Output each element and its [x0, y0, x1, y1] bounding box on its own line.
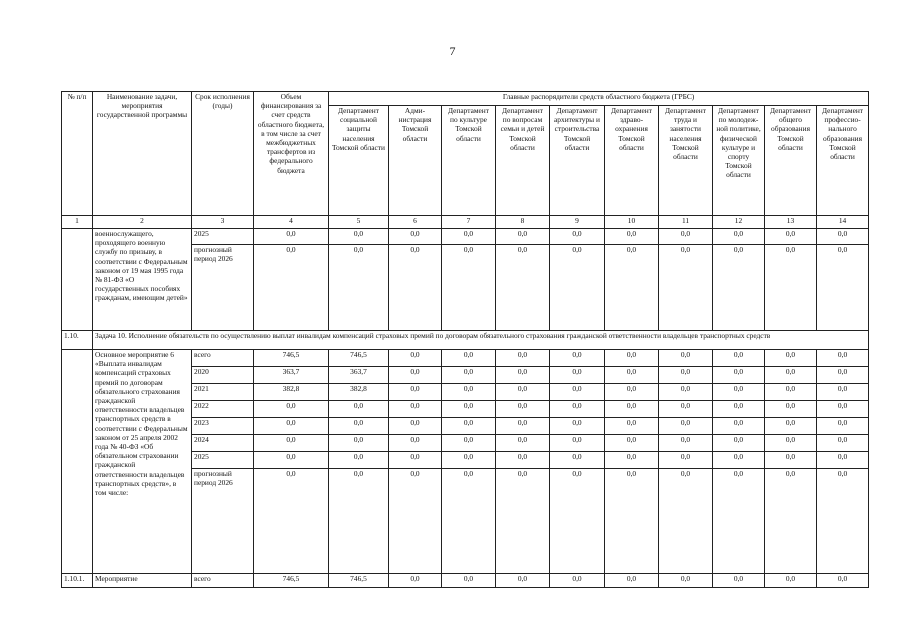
value-cell: 0,0 [496, 384, 550, 401]
value-cell: 0,0 [389, 469, 442, 574]
value-cell: 0,0 [817, 367, 869, 384]
header-col-no: № п/п [62, 92, 93, 216]
value-cell: 0,0 [254, 418, 329, 435]
term-cell: 2020 [192, 367, 254, 384]
column-number-3: 3 [192, 216, 254, 229]
value-cell: 0,0 [496, 469, 550, 574]
header-grbs-4: Департамент по вопросам семьи и детей Томской области [496, 106, 550, 216]
value-cell: 0,0 [550, 401, 605, 418]
value-cell: 0,0 [442, 574, 496, 588]
column-number-5: 5 [329, 216, 389, 229]
value-cell: 746,5 [254, 350, 329, 367]
value-cell: 0,0 [605, 350, 659, 367]
header-grbs-9: Департамент общего образования Томской области [765, 106, 817, 216]
value-cell: 0,0 [550, 452, 605, 469]
column-number-4: 4 [254, 216, 329, 229]
column-number-13: 13 [765, 216, 817, 229]
value-cell: 0,0 [659, 229, 713, 245]
value-cell: 0,0 [659, 452, 713, 469]
value-cell: 0,0 [765, 384, 817, 401]
value-cell: 0,0 [389, 350, 442, 367]
value-cell: 0,0 [442, 350, 496, 367]
value-cell: 0,0 [713, 418, 765, 435]
value-cell: 0,0 [765, 245, 817, 331]
term-cell: всего [192, 574, 254, 588]
value-cell: 0,0 [765, 452, 817, 469]
value-cell: 0,0 [605, 469, 659, 574]
value-cell: 0,0 [496, 574, 550, 588]
value-cell: 0,0 [254, 245, 329, 331]
value-cell: 0,0 [389, 401, 442, 418]
activity-name: военнослужащего, проходящего военную службу по призыву, в соответствии с Федеральным законом от 19 мая 1995 года № 81-ФЗ «О государственных пособиях гражданам, имеющим детей» [93, 229, 192, 331]
table-row [62, 574, 869, 588]
value-cell: 0,0 [765, 350, 817, 367]
value-cell: 0,0 [713, 245, 765, 331]
row-number [62, 229, 93, 331]
value-cell: 0,0 [496, 350, 550, 367]
term-cell: всего [192, 350, 254, 367]
column-number-12: 12 [713, 216, 765, 229]
value-cell: 0,0 [442, 384, 496, 401]
column-number-14: 14 [817, 216, 869, 229]
value-cell: 0,0 [389, 384, 442, 401]
value-cell: 0,0 [254, 452, 329, 469]
value-cell: 0,0 [389, 229, 442, 245]
value-cell: 0,0 [329, 401, 389, 418]
value-cell: 0,0 [713, 469, 765, 574]
term-cell: 2022 [192, 401, 254, 418]
value-cell: 0,0 [659, 574, 713, 588]
term-cell: 2023 [192, 418, 254, 435]
column-number-8: 8 [496, 216, 550, 229]
header-grbs-10: Департамент профессионального образования Томской области [817, 106, 869, 216]
value-cell: 0,0 [389, 418, 442, 435]
value-cell: 0,0 [496, 435, 550, 452]
column-number-1: 1 [62, 216, 93, 229]
value-cell: 0,0 [496, 452, 550, 469]
page-number: 7 [449, 44, 456, 58]
value-cell: 0,0 [550, 435, 605, 452]
value-cell: 0,0 [713, 401, 765, 418]
value-cell: 0,0 [442, 469, 496, 574]
value-cell: 0,0 [496, 367, 550, 384]
table-row [62, 350, 869, 367]
value-cell: 0,0 [329, 452, 389, 469]
value-cell: 746,5 [329, 350, 389, 367]
term-cell: прогнозный период 2026 [192, 469, 254, 574]
value-cell: 0,0 [817, 384, 869, 401]
value-cell: 0,0 [817, 418, 869, 435]
value-cell: 363,7 [329, 367, 389, 384]
value-cell: 0,0 [659, 435, 713, 452]
value-cell: 0,0 [605, 401, 659, 418]
value-cell: 0,0 [550, 384, 605, 401]
value-cell: 746,5 [254, 574, 329, 588]
header-grbs-7: Департамент труда и занятости населения Томской области [659, 106, 713, 216]
value-cell: 0,0 [254, 229, 329, 245]
value-cell: 0,0 [550, 574, 605, 588]
activity-name: Мероприятие [93, 574, 192, 588]
value-cell: 0,0 [389, 435, 442, 452]
value-cell: 0,0 [713, 435, 765, 452]
value-cell: 0,0 [817, 469, 869, 574]
value-cell: 0,0 [659, 469, 713, 574]
header-col-term: Срок исполнения (годы) [192, 92, 254, 216]
value-cell: 0,0 [659, 384, 713, 401]
value-cell: 0,0 [329, 469, 389, 574]
value-cell: 0,0 [765, 435, 817, 452]
header-grbs-6: Департамент здравоохранения Томской области [605, 106, 659, 216]
value-cell: 0,0 [659, 350, 713, 367]
value-cell: 0,0 [389, 245, 442, 331]
column-numbers-row [62, 216, 869, 229]
value-cell: 0,0 [817, 350, 869, 367]
task-text: Задача 10. Исполнение обязательств по осуществлению выплат инвалидам компенсаций страховых премий по договорам обязательного страхования гражданской ответственности владельцев транспортных средств [93, 331, 869, 350]
value-cell: 0,0 [442, 245, 496, 331]
value-cell: 0,0 [659, 367, 713, 384]
value-cell: 0,0 [550, 418, 605, 435]
value-cell: 382,8 [254, 384, 329, 401]
value-cell: 0,0 [817, 435, 869, 452]
value-cell: 0,0 [442, 401, 496, 418]
value-cell: 0,0 [329, 245, 389, 331]
term-cell: 2021 [192, 384, 254, 401]
value-cell: 0,0 [765, 418, 817, 435]
value-cell: 0,0 [389, 452, 442, 469]
value-cell: 0,0 [550, 229, 605, 245]
value-cell: 0,0 [550, 367, 605, 384]
value-cell: 0,0 [713, 452, 765, 469]
value-cell: 0,0 [389, 367, 442, 384]
header-grbs-group: Главные распорядители средств областного бюджета (ГРБС) [329, 92, 869, 106]
value-cell: 746,5 [329, 574, 389, 588]
value-cell: 0,0 [605, 418, 659, 435]
value-cell: 0,0 [442, 452, 496, 469]
table-row [62, 229, 869, 245]
value-cell: 0,0 [765, 469, 817, 574]
value-cell: 0,0 [713, 367, 765, 384]
column-number-11: 11 [659, 216, 713, 229]
term-cell: 2025 [192, 452, 254, 469]
term-cell: 2024 [192, 435, 254, 452]
value-cell: 0,0 [765, 574, 817, 588]
value-cell: 0,0 [659, 401, 713, 418]
column-number-9: 9 [550, 216, 605, 229]
activity-name: Основное мероприятие 6 «Выплата инвалидам компенсаций страховых премий по договорам обязательного страхования гражданской ответственности владельцев транспортных средств в соответствии с Федеральным законом от 25 апреля 2002 года № 40-ФЗ «Об обязательном страховании гражданской ответственности владельцев транспортных средств», в том числе: [93, 350, 192, 574]
value-cell: 0,0 [496, 229, 550, 245]
value-cell: 0,0 [550, 469, 605, 574]
value-cell: 0,0 [659, 245, 713, 331]
column-number-7: 7 [442, 216, 496, 229]
value-cell: 0,0 [442, 418, 496, 435]
value-cell: 0,0 [550, 350, 605, 367]
header-grbs-5: Департамент архитектуры и строительства Томской области [550, 106, 605, 216]
value-cell: 0,0 [496, 401, 550, 418]
column-number-10: 10 [605, 216, 659, 229]
value-cell: 0,0 [605, 245, 659, 331]
row-number [62, 350, 93, 574]
value-cell: 0,0 [605, 574, 659, 588]
value-cell: 0,0 [254, 435, 329, 452]
column-number-6: 6 [389, 216, 442, 229]
value-cell: 0,0 [605, 384, 659, 401]
header-col-name: Наименование задачи, мероприятия государственной программы [93, 92, 192, 216]
header-grbs-3: Департамент по культуре Томской области [442, 106, 496, 216]
value-cell: 0,0 [442, 367, 496, 384]
header-grbs-2: Администрация Томской области [389, 106, 442, 216]
value-cell: 0,0 [254, 469, 329, 574]
value-cell: 0,0 [817, 245, 869, 331]
value-cell: 0,0 [713, 229, 765, 245]
value-cell: 0,0 [817, 401, 869, 418]
value-cell: 0,0 [329, 435, 389, 452]
header-grbs-1: Департамент социальной защиты населения Томской области [329, 106, 389, 216]
value-cell: 382,8 [329, 384, 389, 401]
column-number-2: 2 [93, 216, 192, 229]
value-cell: 0,0 [550, 245, 605, 331]
header-grbs-8: Департамент по молодежной политике, физической культуре и спорту Томской области [713, 106, 765, 216]
budget-table [61, 91, 869, 588]
value-cell: 0,0 [496, 418, 550, 435]
value-cell: 0,0 [329, 418, 389, 435]
task-number: 1.10. [62, 331, 93, 350]
task-row [62, 331, 869, 350]
value-cell: 0,0 [713, 350, 765, 367]
value-cell: 0,0 [389, 574, 442, 588]
value-cell: 0,0 [329, 229, 389, 245]
value-cell: 0,0 [605, 435, 659, 452]
value-cell: 0,0 [765, 367, 817, 384]
header-col-volume: Объем финансирования за счет средств областного бюджета, в том числе за счет межбюджетных трансфертов из федерального бюджета [254, 92, 329, 216]
row-number: 1.10.1. [62, 574, 93, 588]
value-cell: 0,0 [605, 452, 659, 469]
value-cell: 0,0 [442, 229, 496, 245]
value-cell: 0,0 [817, 229, 869, 245]
term-cell: прогнозный период 2026 [192, 245, 254, 331]
value-cell: 0,0 [605, 367, 659, 384]
value-cell: 0,0 [496, 245, 550, 331]
value-cell: 0,0 [605, 229, 659, 245]
value-cell: 0,0 [765, 229, 817, 245]
value-cell: 0,0 [817, 452, 869, 469]
value-cell: 0,0 [659, 418, 713, 435]
value-cell: 0,0 [765, 401, 817, 418]
term-cell: 2025 [192, 229, 254, 245]
value-cell: 0,0 [713, 574, 765, 588]
value-cell: 0,0 [817, 574, 869, 588]
value-cell: 0,0 [442, 435, 496, 452]
value-cell: 0,0 [254, 401, 329, 418]
value-cell: 0,0 [713, 384, 765, 401]
value-cell: 363,7 [254, 367, 329, 384]
